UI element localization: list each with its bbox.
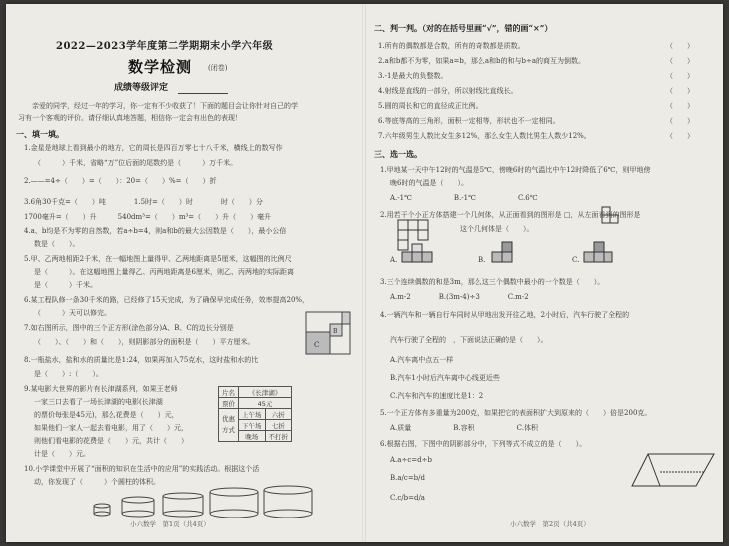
intro-line-1: 亲爱的同学，经过一年的学习，你一定有不少收获了！下面的题目会让你针对自己的学	[32, 102, 298, 110]
q-line: 计是（ ）元。	[34, 450, 90, 458]
price-label: 票价	[219, 398, 239, 409]
page-footer: 小六数学 第2页（共4页）	[510, 520, 590, 528]
section-judge: 二、判一判。（对的在括号里画“√”，错的画“×”）	[374, 23, 553, 33]
cube-figure-b	[488, 240, 518, 266]
q-line: 10.小学课堂中开展了“面积的知识在生活中的应用”的实践活动。根据这个活	[24, 465, 260, 473]
plan-label-cell	[219, 409, 239, 442]
q-line: 4.a、b均是不为零的自然数，若a÷b=4，则a和b的最大公因数是（ ），最小公倍	[24, 227, 287, 235]
choose-option: A.汽车离中点五一样	[390, 356, 454, 364]
q-line: 的票价每张是45元)，那么花费是（ ）元，	[34, 411, 179, 419]
answer-paren: （ ）	[666, 42, 694, 50]
choose-item: 这个几何体是（ ）。	[460, 225, 534, 233]
q-line: （ ）千米，省略“万”位后面的尾数约是（ ）万千米。	[34, 159, 238, 167]
choose-option: C.c/b=d/a	[390, 494, 425, 502]
squares-figure	[304, 310, 352, 356]
movie-ticket-table	[218, 386, 292, 442]
front-view-figure	[600, 206, 626, 224]
svg-text:B: B	[333, 328, 338, 335]
answer-paren: （ ）	[666, 117, 694, 125]
choose-item: 4.一辆汽车和一辆自行车同时从甲地出发开往乙地，2小时后，汽车行驶了全程的	[380, 311, 630, 319]
choose-item: 2.用若干个小正方体搭建一个几何体，从正面看到的图形是 □，从左面看到的图形是	[380, 211, 641, 219]
choose-item: 6.根据右图，下图中的阴影部分中，下列等式不成立的是（ ）。	[380, 440, 587, 448]
left-page	[6, 4, 360, 542]
choose-option: B.汽车1小时后汽车离中心线更近些	[390, 374, 500, 382]
choose-item: 5.一个正方体有多重量为200克，如果把它的表面积扩大到原来的（ ）倍是200克。	[380, 409, 652, 417]
q-line: 5.甲、乙两地相距2千米，在一幅地图上量得甲、乙两地距离是5厘米，这幅图的比例尺	[24, 255, 292, 263]
judge-item: 4.射线是直线的一部分，所以射线比直线长。	[378, 87, 518, 95]
judge-item: 5.圆的周长和它的直径成正比例。	[378, 102, 483, 110]
plan-label: 优惠	[222, 415, 235, 423]
exam-title: 2022—2023学年度第二学期期末小学六年级	[56, 41, 274, 52]
table-header-blank: 片名	[219, 387, 239, 398]
answer-paren: （ ）	[666, 132, 694, 140]
choose-option: B.a/c=b/d	[390, 474, 426, 482]
answer-paren: （ ）	[666, 57, 694, 65]
table-cell: 上午场	[239, 409, 266, 420]
q-line: 9.某电影大世界的影片有长津湖系列，如果王老师	[24, 385, 178, 393]
option-label: C.	[572, 256, 580, 264]
cube-figure-a	[400, 242, 436, 266]
judge-item: 3.-1是最大的负整数。	[378, 72, 448, 80]
price-value: 45元	[239, 398, 292, 409]
section-fill: 一、填一填。	[16, 129, 64, 139]
exam-closed-note: (闭卷)	[208, 64, 228, 72]
option-label: B.	[478, 256, 486, 264]
page-fold	[362, 4, 366, 542]
q-line: 是（ ）:（ ）。	[34, 370, 103, 378]
cube-figure-c	[582, 238, 614, 266]
choose-option: C.汽车和汽车的速度比是1：2	[390, 392, 484, 400]
q-line: 1.金星是地球上看到最小的地方，它的周长是四百万零七十八千米，横线上的数写作	[24, 144, 283, 152]
intro-line-2: 习有一个客观的评价。请仔细认真地答题，相信你一定会有出色的表现！	[18, 114, 242, 122]
method-label: 方式	[222, 426, 235, 434]
q-line: 6.某工程队修一条30千米的路，已经修了15天完成，为了确保早完成任务，效率提高20%，	[24, 296, 310, 304]
exam-subject: 数学检测	[128, 58, 193, 76]
judge-item: 6.等底等高的三角形，面积一定相等，形状也不一定相同。	[378, 117, 560, 125]
option-label: A.	[390, 256, 398, 264]
judge-item: 1.所有的偶数都是合数，所有的奇数都是质数。	[378, 42, 525, 50]
q-line: 2.——=4÷（ ）=（ ）：20=（ ）%=（ ）折	[24, 177, 217, 185]
choose-option: A.-1℃ B.-1℃ C.6℃	[390, 194, 538, 202]
q-line: （ ）天可以修完。	[34, 309, 111, 317]
grade-blank	[178, 93, 228, 94]
table-cell: 不打折	[265, 431, 292, 442]
choose-option: A.m-2 B.(3m-4)÷3 C.m-2	[390, 293, 529, 301]
q-line: 3.6角30千克=（ ）吨 1.5时=（ ）时 时（ ）分	[24, 198, 263, 206]
q-line: 1700毫升=（ ）升 540dm³=（ ）m³=（ ）升（ ）毫升	[24, 213, 272, 221]
choose-item: 3.三个连续偶数的和是3m，那么这三个偶数中最小的一个数是（ ）。	[380, 278, 605, 286]
svg-text:C: C	[314, 341, 320, 349]
section-choose: 三、选一选。	[374, 149, 422, 159]
q-line: 如果他们一家人一起去看电影，用了（ ）元，	[34, 424, 188, 432]
table-cell: 下午场	[239, 420, 266, 431]
exam-sheet	[6, 4, 723, 542]
q-line: 是（ ）。在这幅地图上量得乙、丙两地距离是6厘米，则乙、丙两地的实际距离	[34, 268, 294, 276]
right-page	[368, 4, 723, 542]
cylinders-figure	[88, 484, 318, 518]
choose-item: 晚6时的气温是（ ）。	[390, 179, 468, 187]
q-line: 数是（ ）。	[34, 240, 80, 248]
choose-option: A.质量 B.容积 C.体积	[390, 424, 538, 432]
parallelogram-figure	[630, 450, 716, 490]
choose-item: 汽车行驶了全程的 ，下面说法正确的是（ ）。	[390, 336, 548, 344]
q-line: 是（ ）千米。	[34, 281, 97, 289]
q-line: 则他们看电影的花费是（ ）元，共计（ ）	[34, 437, 188, 445]
q-line: 8.一瓶盐水，盐和水的质量比是1:24，如果再加入75克水，这时盐和水的比	[24, 356, 259, 364]
choose-item: 1.甲地某一天中午12时的气温是5℃，傍晚6时的气温比中午12时降低了6℃，则甲地傍	[380, 166, 651, 174]
q-line: 7.如右图所示，图中的三个正方形(涂色部分)A、B、C的边长分别是	[24, 324, 234, 332]
table-cell: 晚场	[239, 431, 266, 442]
choose-option: A.a÷c=d÷b	[390, 456, 432, 464]
judge-item: 2.a和b都不为零，如果a=b，那么a和b的和与b÷a的商互为倒数。	[378, 57, 586, 65]
grade-label: 成绩等级评定	[114, 83, 169, 93]
q-line: 一家三口去看了一场长津湖的电影(长津湖	[34, 398, 163, 406]
page-footer: 小六数学 第1页（共4页）	[130, 520, 210, 528]
answer-paren: （ ）	[666, 72, 694, 80]
q-line: 动，你发现了（ ）个圆柱的体积。	[34, 478, 160, 486]
answer-paren: （ ）	[666, 87, 694, 95]
table-cell: 六折	[265, 409, 292, 420]
answer-paren: （ ）	[666, 102, 694, 110]
q-line: （ ）、（ ）和（ ），则阴影部分的面积是（ ）平方厘米。	[34, 338, 255, 346]
movie-title-cell: 《长津湖》	[239, 387, 292, 398]
judge-item: 7.六年级男生人数比女生多12%，那么女生人数比男生人数少12%。	[378, 132, 591, 140]
table-cell: 七折	[265, 420, 292, 431]
